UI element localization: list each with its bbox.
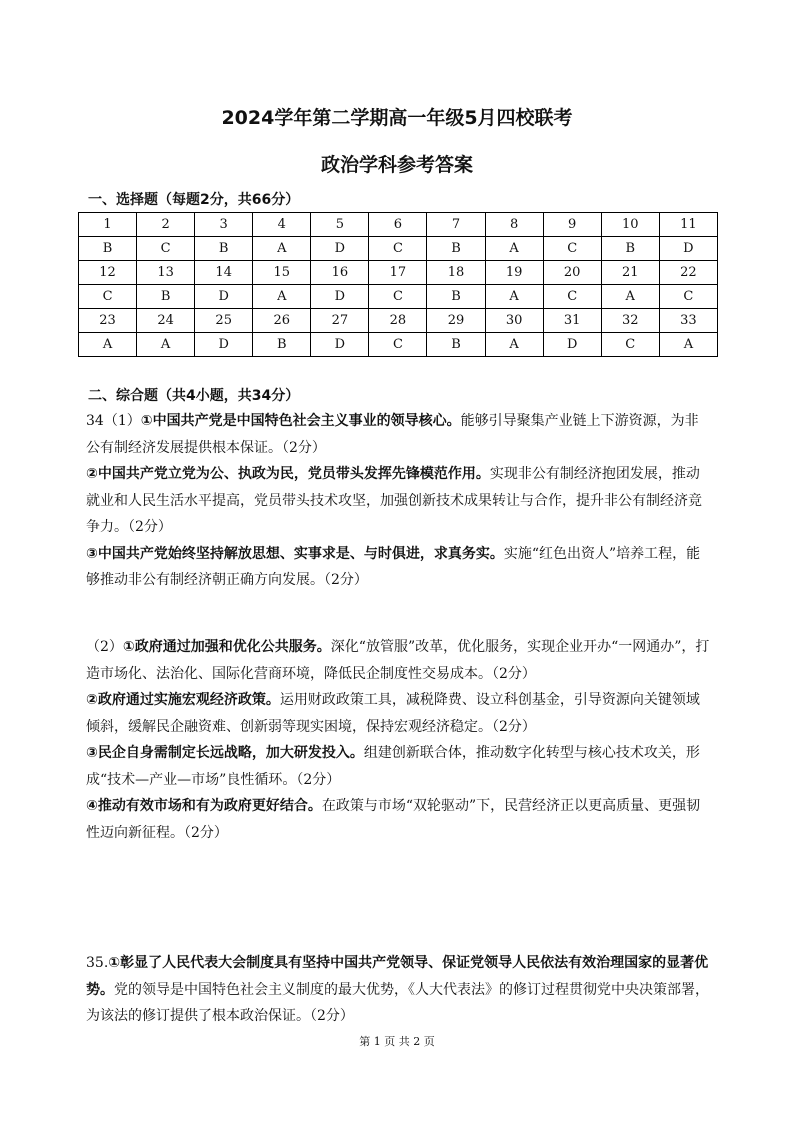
table-cell: A [79, 333, 137, 357]
key-point: ②中国共产党立党为公、执政为民，党员带头发挥先锋模范作用。 [86, 466, 490, 482]
question-number: 34（1） [86, 413, 141, 429]
table-row [79, 333, 718, 357]
key-point: ②政府通过实施宏观经济政策。 [86, 692, 280, 708]
table-cell: 3 [195, 213, 253, 237]
table-cell: A [659, 333, 717, 357]
page-title: 2024学年第二学期高一年级5月四校联考 [221, 107, 573, 129]
table-cell: 12 [79, 261, 137, 285]
table-cell: C [659, 285, 717, 309]
explanation: 实施“红色出资人”培养工程，能够推动非公有制经济朝正确方向发展。（2分） [86, 545, 701, 588]
explanation: 在政策与市场“双轮驱动”下，民营经济正以更高质量、更强韧性迈向新征程。（2分） [86, 798, 701, 841]
table-cell: C [543, 285, 601, 309]
answer-table [78, 212, 718, 357]
q35-answer [86, 950, 712, 1030]
explanation: 能够引导聚集产业链上下游资源，为非公有制经济发展提供根本保证。（2分） [86, 413, 699, 456]
table-cell: D [311, 333, 369, 357]
table-cell: A [137, 333, 195, 357]
table-cell: 6 [369, 213, 427, 237]
table-cell: 20 [543, 261, 601, 285]
table-cell: 15 [253, 261, 311, 285]
table-cell: 25 [195, 309, 253, 333]
table-cell: B [427, 285, 485, 309]
table-cell: C [369, 285, 427, 309]
table-cell: A [485, 237, 543, 261]
answer-point [86, 408, 712, 461]
table-cell: 9 [543, 213, 601, 237]
table-cell: C [543, 237, 601, 261]
explanation: 组建创新联合体，推动数字化转型与核心技术攻关，形成“技术—产业—市场”良性循环。（2分） [86, 745, 700, 788]
explanation: 党的领导是中国特色社会主义制度的最大优势，《人大代表法》的修订过程贯彻党中央决策部署，为该法的修订提供了根本政治保证。（2分） [86, 981, 709, 1024]
table-cell: C [137, 237, 195, 261]
table-row [79, 261, 718, 285]
table-row [79, 213, 718, 237]
table-cell: 5 [311, 213, 369, 237]
table-cell: 21 [601, 261, 659, 285]
table-cell: 13 [137, 261, 195, 285]
table-cell: 24 [137, 309, 195, 333]
table-cell: B [601, 237, 659, 261]
table-cell: D [311, 285, 369, 309]
table-cell: B [79, 237, 137, 261]
table-cell: D [195, 285, 253, 309]
table-cell: 2 [137, 213, 195, 237]
table-cell: 4 [253, 213, 311, 237]
table-cell: 8 [485, 213, 543, 237]
table-cell: 11 [659, 213, 717, 237]
table-cell: B [253, 333, 311, 357]
answer-point [86, 541, 712, 594]
table-cell: C [369, 237, 427, 261]
answer-point [86, 687, 712, 740]
page-subtitle: 政治学科参考答案 [320, 154, 473, 176]
table-cell: 32 [601, 309, 659, 333]
table-cell: 33 [659, 309, 717, 333]
table-cell: 28 [369, 309, 427, 333]
table-cell: D [195, 333, 253, 357]
table-cell: C [79, 285, 137, 309]
table-row [79, 309, 718, 333]
q34-part1-answer [86, 408, 712, 594]
answer-point [86, 793, 712, 846]
table-cell: A [485, 285, 543, 309]
q34-part2-answer [86, 634, 712, 846]
key-point: ①政府通过加强和优化公共服务。 [122, 639, 331, 655]
table-cell: 22 [659, 261, 717, 285]
table-cell: 1 [79, 213, 137, 237]
table-cell: B [427, 237, 485, 261]
table-cell: A [601, 285, 659, 309]
table-cell: B [195, 237, 253, 261]
explanation: 运用财政政策工具，减税降费、设立科创基金，引导资源向关键领域倾斜，缓解民企融资难、创新弱等现实困境，保持宏观经济稳定。（2分） [86, 692, 700, 735]
answer-point [86, 634, 712, 687]
section-heading-choice: 一、选择题（每题2分，共66分） [88, 192, 300, 208]
explanation: 深化“放管服”改革，优化服务，实现企业开办“一网通办”，打造市场化、法治化、国际化营商环境，降低民企制度性交易成本。（2分） [86, 639, 710, 682]
table-cell: 16 [311, 261, 369, 285]
key-point: ③中国共产党始终坚持解放思想、实事求是、与时俱进，求真务实。 [86, 545, 504, 562]
table-cell: B [427, 333, 485, 357]
table-cell: A [253, 285, 311, 309]
answer-point [86, 950, 712, 1030]
answer-point [86, 461, 712, 541]
table-row [79, 285, 718, 309]
explanation: 实现非公有制经济抱团发展，推动就业和人民生活水平提高，党员带头技术攻坚，加强创新技术成果转让与合作，提升非公有制经济竞争力。（2分） [86, 466, 702, 535]
question-number: 35. [86, 955, 109, 971]
key-point: ④推动有效市场和有为政府更好结合。 [86, 798, 322, 814]
key-point: ①彰显了人民代表大会制度具有坚持中国共产党领导、保证党领导人民依法有效治理国家的显著优势。 [86, 955, 709, 998]
table-cell: 30 [485, 309, 543, 333]
table-cell: 31 [543, 309, 601, 333]
table-cell: 26 [253, 309, 311, 333]
table-cell: A [253, 237, 311, 261]
key-point: ③民企自身需制定长远战略，加大研发投入。 [86, 745, 364, 761]
table-cell: 10 [601, 213, 659, 237]
table-cell: D [311, 237, 369, 261]
table-cell: B [137, 285, 195, 309]
table-cell: 14 [195, 261, 253, 285]
table-cell: 23 [79, 309, 137, 333]
table-cell: C [369, 333, 427, 357]
table-cell: 27 [311, 309, 369, 333]
table-cell: 18 [427, 261, 485, 285]
page-footer: 第 1 页 共 2 页 [359, 1035, 435, 1048]
table-cell: C [601, 333, 659, 357]
question-number: （2） [86, 639, 123, 655]
table-cell: D [543, 333, 601, 357]
answer-point [86, 740, 712, 793]
table-cell: A [485, 333, 543, 357]
table-cell: D [659, 237, 717, 261]
table-row [79, 237, 718, 261]
key-point: ①中国共产党是中国特色社会主义事业的领导核心。 [140, 413, 461, 429]
table-cell: 29 [427, 309, 485, 333]
table-cell: 17 [369, 261, 427, 285]
table-cell: 7 [427, 213, 485, 237]
table-cell: 19 [485, 261, 543, 285]
section-heading-comprehensive: 二、综合题（共4小题，共34分） [88, 388, 300, 404]
